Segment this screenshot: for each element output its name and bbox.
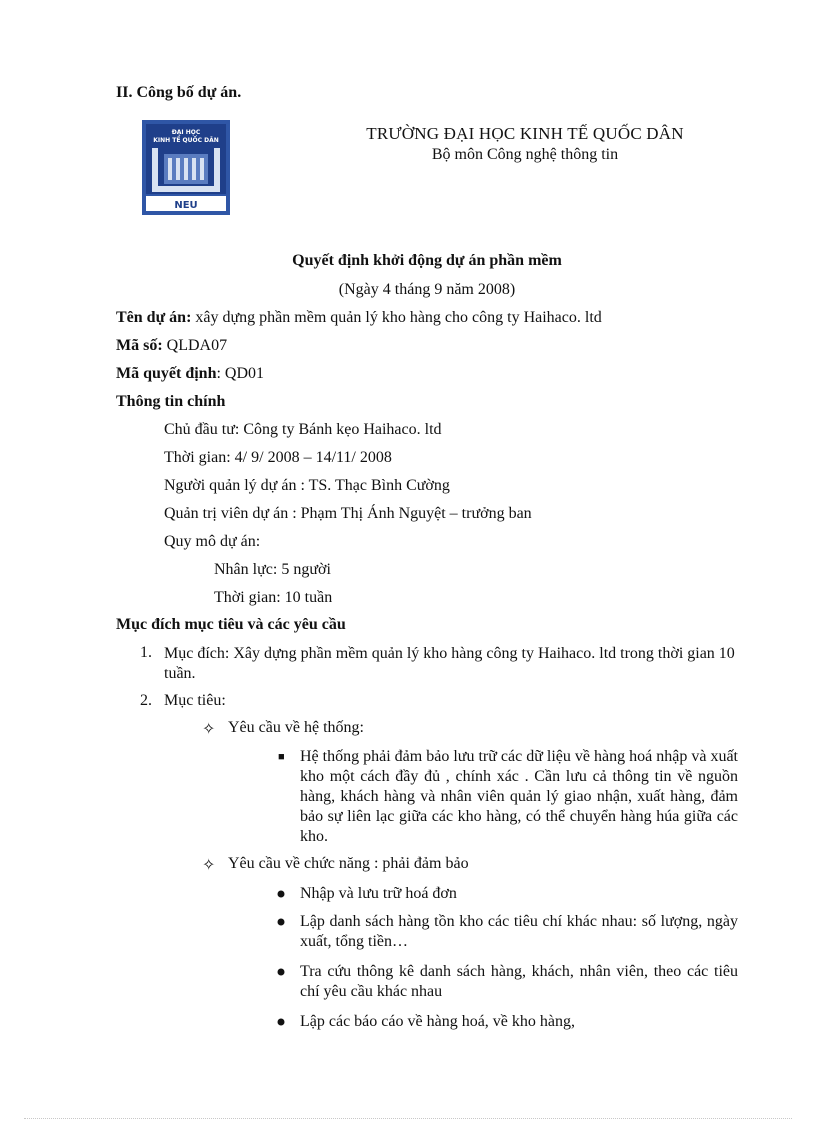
logo-line2: KINH TẾ QUỐC DÂN <box>153 137 219 144</box>
diamond-bullet-icon: ✧ <box>202 857 216 874</box>
diamond-bullet-icon: ✧ <box>202 721 216 738</box>
manager-line: Người quản lý dự án : TS. Thạc Bình Cường <box>164 477 450 494</box>
goals-heading: Mục đích mục tiêu và các yêu cầu <box>116 616 346 633</box>
decision-title: Quyết định khởi động dự án phần mềm <box>292 252 562 269</box>
code-value: QLDA07 <box>162 337 228 354</box>
decision-code-value: : QD01 <box>216 365 265 382</box>
section-heading: II. Công bố dự án. <box>116 84 242 101</box>
list-number-1: 1. <box>140 644 152 661</box>
project-name-value: xây dựng phần mềm quản lý kho hàng cho công ty Haihaco. ltd <box>191 309 602 326</box>
decision-code-row <box>116 365 264 383</box>
manpower-line: Nhân lực: 5 người <box>214 561 331 578</box>
investor-line: Chủ đầu tư: Công ty Bánh kẹo Haihaco. ltd <box>164 421 442 438</box>
function-requirements-label: Yêu cầu về chức năng : phải đảm bảo <box>228 855 469 872</box>
project-name-row <box>116 309 602 327</box>
round-bullet-icon <box>276 967 286 977</box>
purpose-text: Mục đích: Xây dựng phần mềm quản lý kho hàng công ty Haihaco. ltd trong thời gian 10 tuần. <box>164 645 735 682</box>
institution-name: TRƯỜNG ĐẠI HỌC KINH TẾ QUỐC DÂN <box>366 124 684 143</box>
main-info-heading: Thông tin chính <box>116 393 226 410</box>
decision-date: (Ngày 4 tháng 9 năm 2008) <box>338 281 516 298</box>
list-number-2: 2. <box>140 692 152 709</box>
department-name: Bộ môn Công nghệ thông tin <box>431 146 619 163</box>
code-row <box>116 337 227 355</box>
function-item: Tra cứu thông kê danh sách hàng, khách, nhân viên, theo các tiêu chí yêu cầu khác nhau <box>300 963 738 1000</box>
system-requirements-detail: Hệ thống phải đảm bảo lưu trữ các dữ liệu về hàng hoá nhập và xuất kho một cách đầy đủ , chính xác . Cần lưu cả thông tin về nguồn hàng, khách hàng và nhân viên quản lý giao nhận, xuất hàng, đảm bảo sự liên lạc giữa các kho hàng, có thể chuyển hàng húa giữa các kho. <box>300 748 738 845</box>
round-bullet-icon <box>276 889 286 899</box>
objectives-label: Mục tiêu: <box>164 692 226 709</box>
time-line: Thời gian: 4/ 9/ 2008 – 14/11/ 2008 <box>164 449 392 466</box>
logo-abbr: NEU <box>174 200 198 211</box>
neu-logo <box>142 120 230 215</box>
round-bullet-icon <box>276 1017 286 1027</box>
round-bullet-icon <box>276 917 286 927</box>
function-item: Nhập và lưu trữ hoá đơn <box>300 885 457 902</box>
function-item: Lập danh sách hàng tồn kho các tiêu chí khác nhau: số lượng, ngày xuất, tổng tiền… <box>300 913 738 950</box>
scale-label: Quy mô dự án: <box>164 533 261 550</box>
function-item: Lập các báo cáo về hàng hoá, về kho hàng, <box>300 1013 575 1030</box>
code-label: Mã số: <box>116 337 163 354</box>
project-name-label: Tên dự án: <box>116 309 192 326</box>
square-bullet-icon: ■ <box>278 751 285 763</box>
page-break-line <box>24 1118 792 1119</box>
duration-line: Thời gian: 10 tuần <box>214 589 333 606</box>
decision-code-label: Mã quyết định <box>116 365 217 382</box>
system-requirements-label: Yêu cầu về hệ thống: <box>228 719 364 736</box>
admin-line: Quản trị viên dự án : Phạm Thị Ánh Nguyệt – trưởng ban <box>164 505 532 522</box>
logo-line1: ĐẠI HỌC <box>171 129 201 136</box>
